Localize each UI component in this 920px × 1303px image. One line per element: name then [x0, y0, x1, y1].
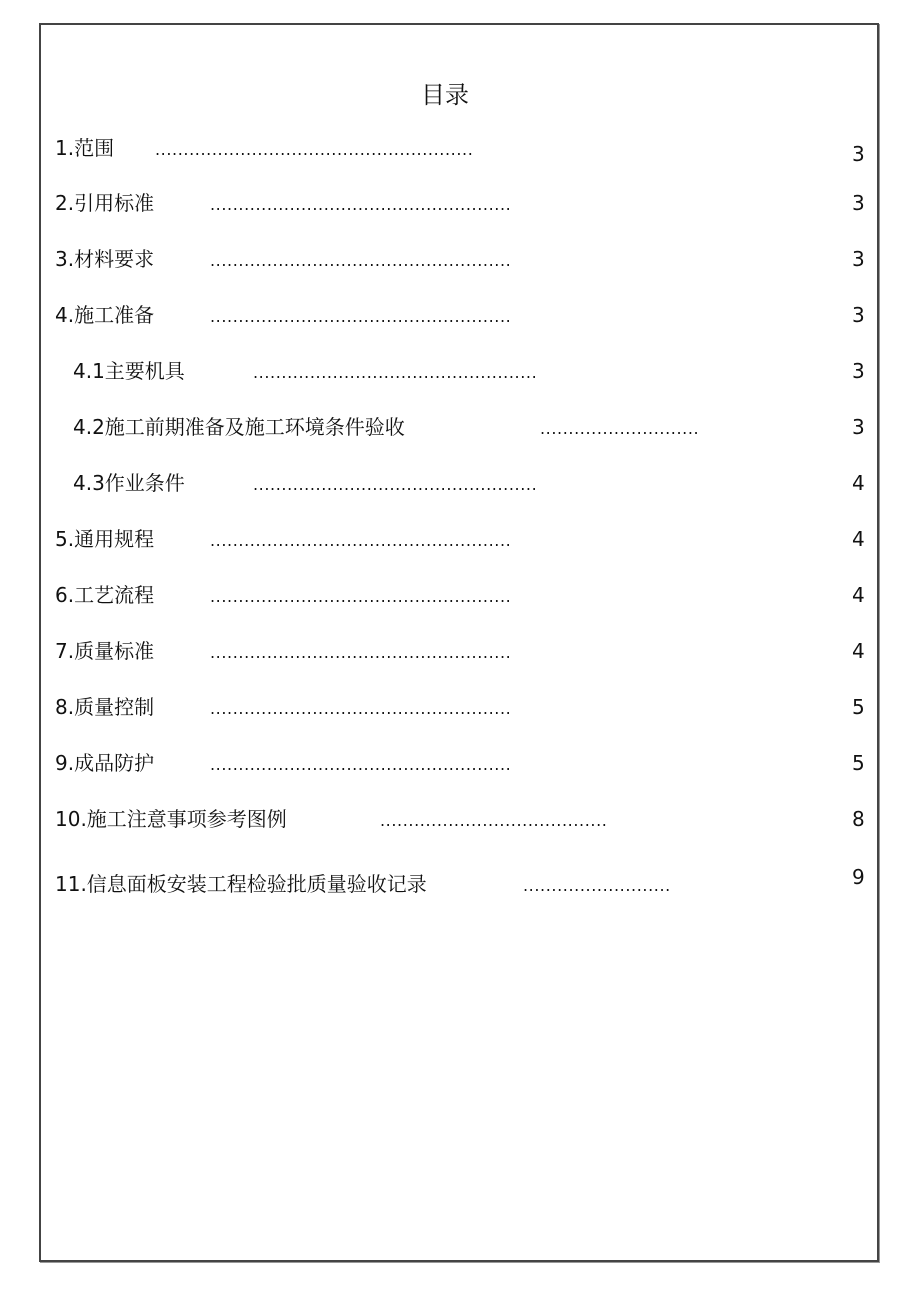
toc-leader-dots: ........................................: [380, 811, 608, 830]
toc-entry-6[interactable]: [0, 580, 920, 610]
toc-leader-dots: ..................................................: [253, 363, 538, 382]
toc-entry-10[interactable]: [0, 804, 920, 834]
toc-leader-dots: .....................................................: [210, 531, 512, 550]
toc-leader-dots: .....................................................: [210, 587, 512, 606]
toc-leader-dots: .....................................................: [210, 643, 512, 662]
toc-leader-dots: ..................................................: [253, 475, 538, 494]
toc-entry-label: 1.范围: [55, 136, 115, 160]
toc-entry-label: 9.成品防护: [55, 751, 155, 775]
toc-page-number: 3: [852, 247, 865, 271]
toc-title: 目录: [421, 81, 469, 109]
toc-page-number: 9: [852, 865, 865, 889]
toc-entry-11[interactable]: [0, 865, 920, 899]
toc-leader-dots: ........................................................: [155, 140, 474, 159]
toc-entry-2[interactable]: [0, 188, 920, 218]
toc-entry-9[interactable]: [0, 748, 920, 778]
toc-leader-dots: .....................................................: [210, 307, 512, 326]
toc-entry-label: 4.3作业条件: [73, 471, 185, 495]
toc-leader-dots: .....................................................: [210, 251, 512, 270]
toc-leader-dots: ............................: [540, 419, 700, 438]
toc-entry-8[interactable]: [0, 692, 920, 722]
toc-leader-dots: .....................................................: [210, 699, 512, 718]
toc-entry-label: 5.通用规程: [55, 527, 155, 551]
toc-entry-1[interactable]: [0, 133, 920, 166]
toc-entry-label: 4.1主要机具: [73, 359, 185, 383]
toc-entry-label: 6.工艺流程: [55, 583, 155, 607]
toc-page-number: 5: [852, 751, 865, 775]
toc-entry-label: 7.质量标准: [55, 639, 155, 663]
toc-entry-7[interactable]: [0, 636, 920, 666]
toc-page-number: 4: [852, 527, 865, 551]
toc-entry-label: 10.施工注意事项参考图例: [55, 807, 287, 831]
toc-leader-dots: ..........................: [523, 876, 671, 895]
toc-entry-4-3[interactable]: [0, 468, 920, 498]
toc-entry-4-1[interactable]: [0, 356, 920, 386]
toc-entry-5[interactable]: [0, 524, 920, 554]
toc-entry-4-2[interactable]: [0, 412, 920, 442]
toc-entry-label: 8.质量控制: [55, 695, 155, 719]
toc-entry-label: 4.施工准备: [55, 303, 155, 327]
toc-page-number: 3: [852, 415, 865, 439]
toc-leader-dots: .....................................................: [210, 755, 512, 774]
toc-page-number: 4: [852, 471, 865, 495]
toc-entry-label: 3.材料要求: [55, 247, 155, 271]
toc-page-number: 3: [852, 191, 865, 215]
toc-entry-3[interactable]: [0, 244, 920, 274]
toc-leader-dots: .....................................................: [210, 195, 512, 214]
toc-entry-label: 4.2施工前期准备及施工环境条件验收: [73, 415, 405, 439]
toc-entry-label: 2.引用标准: [55, 191, 155, 215]
toc-page-number: 5: [852, 695, 865, 719]
toc-page-number: 3: [852, 142, 865, 166]
toc-page-number: 3: [852, 303, 865, 327]
toc-page-number: 3: [852, 359, 865, 383]
toc-page-number: 4: [852, 583, 865, 607]
toc-page-number: 8: [852, 807, 865, 831]
toc-page-number: 4: [852, 639, 865, 663]
toc-entry-4[interactable]: [0, 300, 920, 330]
toc-entry-label: 11.信息面板安装工程检验批质量验收记录: [55, 872, 427, 896]
